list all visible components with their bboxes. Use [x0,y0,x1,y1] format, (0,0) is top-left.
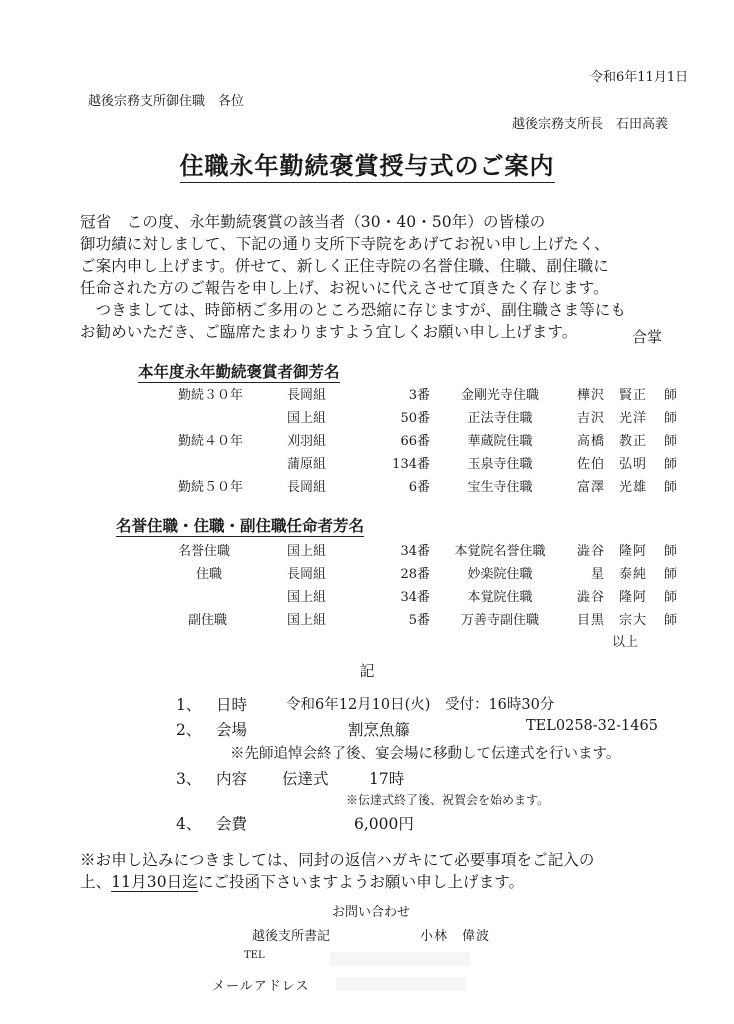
item3-time: 17時 [369,770,405,788]
body-line: ご案内申し上げます。併せて、新しく正住寺院の名誉住職、住職、副住職に [80,257,609,275]
row-number: 34番 [400,544,430,559]
row-name: 澁谷 隆阿 [576,590,647,605]
table-row [0,430,734,450]
deadline: 11月30日迄 [111,873,198,891]
row-group: 蒲原組 [287,457,327,472]
table-row [0,609,734,629]
row-category: 副住職 [188,613,228,628]
row-name: 目黒 宗大 [576,613,647,628]
item4-number: 4、 [176,815,202,833]
item2-value: 割烹魚籐 [348,721,411,739]
contact-heading: お問い合わせ [332,905,411,920]
row-temple: 妙楽院住職 [467,567,533,582]
item4-label: 会費 [216,815,248,833]
contact-email-label: メールアドレス [212,979,310,994]
contact-person: 小林 偉波 [420,929,491,944]
row-temple: 本覚院名誉住職 [454,544,546,559]
ki-heading: 記 [359,662,375,680]
item3-number: 3、 [176,770,202,788]
body-line: 冠省 この度、永年勤続褒賞の該当者（30・40・50年）の皆様の [80,213,546,231]
row-honorific: 師 [664,544,678,559]
row-name: 澁谷 隆阿 [576,544,647,559]
row-number: 66番 [400,434,430,449]
row-name: 高橋 教正 [576,434,647,449]
item1-value: 令和6年12月10日(火) 受付：16時30分 [286,697,555,713]
item2-number: 2、 [176,721,202,739]
application-line2: 上、11月30日迄にご投函下さいますようお願い申し上げます。 [80,873,525,891]
row-category: 勤続５０年 [178,480,244,495]
table-row [0,453,734,473]
row-number: 5番 [408,613,430,628]
sender: 越後宗務支所長 石田高義 [512,117,669,132]
row-number: 28番 [400,567,430,582]
row-number: 134番 [392,457,430,472]
row-number: 3番 [408,388,430,403]
table-row [0,540,734,560]
row-group: 国上組 [287,544,327,559]
item2-label: 会場 [216,721,248,739]
row-honorific: 師 [664,434,678,449]
row-group: 長岡組 [287,567,327,582]
row-temple: 本覚院住職 [467,590,533,605]
row-group: 国上組 [287,411,327,426]
row-temple: 金剛光寺住職 [460,388,539,403]
end-mark: 以上 [612,635,639,650]
item3-value: 伝達式 [282,770,329,788]
body-line: 御功績に対しまして、下記の通り支所下寺院をあげてお祝い申し上げたく、 [80,235,610,253]
item2-note: ※先師追悼会終了後、宴会場に移動して伝達式を行います。 [230,746,621,762]
addressee: 越後宗務支所御住職 各位 [88,94,245,109]
row-group: 国上組 [287,613,327,628]
body-line: つきましては、時節柄ご多用のところ恐縮に存じますが、副住職さま等にも [80,301,627,319]
redacted-tel [330,952,470,966]
body-line: 任命された方のご報告を申し上げ、お祝いに代えさせて頂きたく存じます。 [80,279,609,297]
section2-heading: 名誉住職・住職・副住職任命者芳名 [116,516,365,535]
row-name: 富澤 光雄 [576,480,647,495]
row-group: 国上組 [287,590,327,605]
row-group: 長岡組 [287,480,327,495]
row-temple: 宝生寺住職 [467,480,533,495]
row-name: 佐伯 弘明 [576,457,647,472]
table-row [0,586,734,606]
contact-tel-label: TEL [244,950,265,961]
row-number: 34番 [400,590,430,605]
table-row [0,407,734,427]
row-honorific: 師 [664,457,678,472]
contact-role: 越後支所書記 [252,929,331,944]
application-line1: ※お申し込みにつきましては、同封の返信ハガキにて必要事項をご記入の [80,851,595,869]
document-date: 令和6年11月1日 [590,70,689,85]
row-honorific: 師 [664,411,678,426]
item1-label: 日時 [216,696,248,714]
row-temple: 正法寺住職 [467,411,533,426]
row-group: 刈羽組 [287,434,327,449]
item3-note: ※伝達式終了後、祝賀会を始めます。 [346,793,550,807]
item1-number: 1、 [176,696,202,714]
row-category: 名誉住職 [178,544,231,559]
document-title: 住職永年勤続褒賞授与式のご案内 [0,146,734,181]
row-temple: 万善寺副住職 [460,613,539,628]
item4-value: 6,000円 [354,815,414,833]
row-name: 樺沢 賢正 [576,388,647,403]
row-honorific: 師 [664,613,678,628]
row-honorific: 師 [664,567,678,582]
row-group: 長岡組 [287,388,327,403]
table-row [0,476,734,496]
row-honorific: 師 [664,388,678,403]
row-category: 勤続３０年 [178,388,244,403]
row-name: 吉沢 光洋 [576,411,647,426]
row-name: 星 泰純 [590,567,647,582]
item3-label: 内容 [216,770,248,788]
row-number: 50番 [400,411,430,426]
row-temple: 玉泉寺住職 [467,457,533,472]
row-category: 勤続４０年 [178,434,244,449]
row-category: 住職 [196,567,223,582]
body-line: お勧めいただき、ご臨席たまわりますよう宜しくお願い申し上げます。 [80,323,578,341]
redacted-email [336,977,466,991]
row-honorific: 師 [664,590,678,605]
row-temple: 華蔵院住職 [467,434,533,449]
table-row [0,384,734,404]
row-number: 6番 [408,480,430,495]
row-honorific: 師 [664,480,678,495]
item2-tel: TEL0258-32-1465 [526,718,658,734]
closing-gassho: 合掌 [632,328,663,346]
table-row [0,563,734,583]
section1-heading: 本年度永年勤続褒賞者御芳名 [138,362,340,381]
